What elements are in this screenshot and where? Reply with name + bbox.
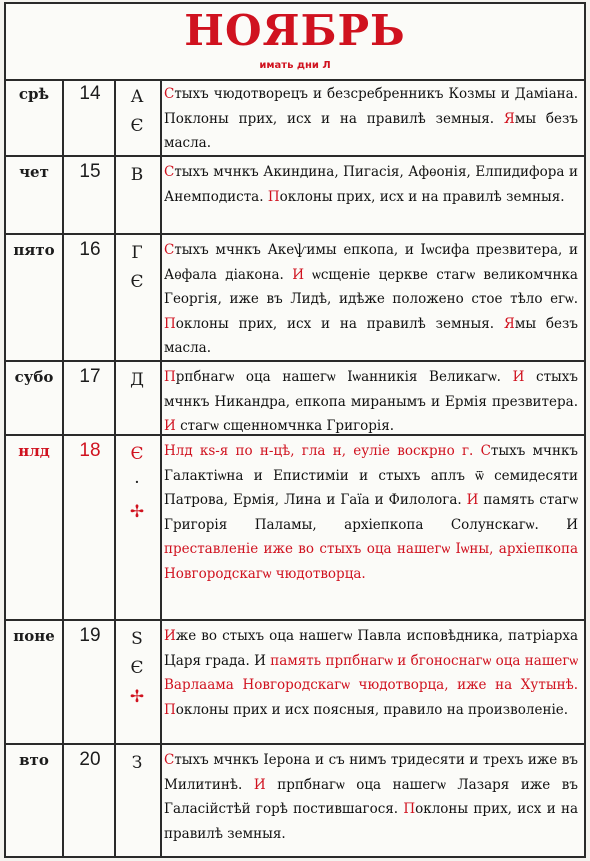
liturgical-marks	[114, 83, 160, 141]
feast-description	[164, 238, 578, 361]
weekday-label: нлд	[18, 442, 50, 460]
body-text: оклоны прих и исх поясныя, правило на произволеніе.	[175, 701, 569, 718]
liturgical-marks	[114, 625, 160, 712]
column-divider	[160, 621, 162, 743]
column-divider	[160, 79, 162, 155]
rubric-text: И	[292, 266, 304, 283]
body-text: тыхъ мчнкъ Акеѱимы епкопа, и Іѡсифа презвитера, и Аѳфала діакона.	[164, 242, 578, 283]
service-mark: Є	[130, 272, 144, 292]
body-text: тыхъ мчнкъ Акиндина, Пигасія, Афѳонія, Елпидифора и Анемподиста.	[164, 164, 578, 205]
weekday-label: срѣ	[18, 85, 50, 103]
calendar-row	[6, 436, 584, 621]
rubric-text: П	[164, 315, 176, 332]
column-divider	[160, 362, 162, 434]
rubric-text: П	[164, 369, 176, 385]
column-divider	[160, 436, 162, 619]
body-text: память стагѡ Григорія Паламы, архіепкопа Солунскагѡ.	[164, 492, 578, 533]
column-divider	[62, 436, 64, 619]
service-mark: Д	[130, 370, 144, 390]
service-mark: Є	[130, 658, 144, 678]
body-text: тыхъ чюдотворецъ и безсребренникъ Козмы и Даміана. Поклоны прих, исх и на правилѣ земныя.	[164, 86, 578, 127]
weekday-label: чет	[19, 163, 49, 181]
service-mark: Є	[130, 444, 144, 464]
rubric-text: П	[164, 701, 176, 718]
rubric-text: Я	[503, 315, 515, 332]
day-number: 14	[79, 83, 101, 104]
service-mark: ·	[134, 473, 140, 493]
body-text: ѡсщеніе церкве стагѡ великомчнка Георгія, иже въ Лидѣ, идѣже положено стое тѣло егѡ.	[164, 266, 578, 308]
service-mark: А	[130, 87, 144, 107]
service-mark: Ѕ	[131, 629, 143, 649]
feast-description	[164, 748, 578, 846]
body-text: оклоны прих, исх и на правилѣ земныя.	[279, 188, 565, 205]
weekday-label: пято	[13, 241, 55, 259]
body-text: тыхъ мчнкъ Галактіѡна и Епистиміи и стыхъ аплъ ѿ семидесяти Патрова, Ермія, Лина и Гаїа и Филолога.	[164, 443, 578, 509]
feast-description	[164, 365, 578, 439]
feast-description	[164, 82, 578, 156]
rubric-text: Нлд кѕ-я по н-цѣ, гла н, еуліе воскрно г.	[164, 443, 481, 459]
rubric-text: преставленіе иже во стыхъ оца нашегѡ Іѡны, архіепкопа Новгородскагѡ чюдотворца.	[164, 541, 578, 582]
body-text: мы безъ масла.	[164, 315, 578, 357]
service-mark: Г	[131, 243, 143, 263]
liturgical-marks	[114, 366, 160, 395]
calendar-row	[6, 79, 584, 157]
rubric-text: С	[164, 242, 175, 258]
rubric-text: П	[267, 188, 280, 205]
calendar-row	[6, 235, 584, 362]
day-number: 17	[79, 366, 101, 387]
calendar-row	[6, 621, 584, 745]
cross-icon: ✢	[129, 502, 145, 522]
rubric-text: Я	[503, 110, 515, 127]
body-text: И	[254, 652, 266, 669]
liturgical-marks	[114, 440, 160, 527]
day-number: 19	[79, 625, 101, 646]
body-text: стагѡ сщенномчнка Григорія.	[175, 418, 395, 435]
day-number: 16	[79, 239, 101, 260]
rubric-text: память прпбнагѡ и бгоноснагѡ оца нашегѡ Варлаама Новгородскагѡ чюдотворца, иже на Хутынѣ.	[164, 652, 579, 694]
rubric-text: И	[164, 418, 176, 435]
rubric-text: И	[512, 369, 525, 385]
service-mark: З	[131, 753, 143, 773]
body-text: прпбнагѡ оца нашегѡ Лазаря иже въ Галасійстѣй горѣ постившагося.	[164, 776, 578, 818]
calendar-row	[6, 157, 584, 235]
cross-icon: ✢	[129, 687, 145, 707]
feast-description	[164, 160, 578, 209]
body-text: стыхъ мчнкъ Никандра, епкопа миранымъ и Ермія презвитера.	[164, 369, 578, 410]
column-divider	[160, 745, 162, 858]
column-divider	[160, 157, 162, 233]
month-title: НОЯБРЬ	[184, 6, 406, 55]
day-number: 20	[79, 749, 101, 770]
calendar-row	[6, 745, 584, 858]
rubric-text: И	[253, 776, 266, 793]
body-text: рпбнагѡ оца нашегѡ Іѡанникія Великагѡ.	[175, 369, 513, 385]
day-number: 15	[79, 161, 101, 182]
feast-description	[164, 439, 578, 587]
weekday-label: вто	[19, 751, 49, 769]
liturgical-marks	[114, 749, 160, 778]
month-header	[6, 4, 584, 81]
body-text: оклоны прих, исх и на правилѣ земныя.	[164, 801, 579, 842]
calendar-row	[6, 362, 584, 436]
feast-description	[164, 624, 578, 722]
day-number: 18	[79, 440, 101, 461]
rubric-text: И	[164, 628, 176, 644]
service-mark: Є	[130, 116, 144, 136]
body-text: И	[566, 516, 578, 533]
service-mark: В	[130, 165, 144, 185]
calendar-sheet	[4, 2, 586, 858]
rubric-text: С	[164, 86, 175, 102]
liturgical-marks	[114, 239, 160, 297]
liturgical-marks	[114, 161, 160, 190]
rubric-text: И	[466, 492, 479, 509]
body-text: оклоны прих, исх и на правилѣ земныя.	[175, 315, 504, 332]
body-text: тыхъ мчнкъ Іерона и съ нимъ тридесяти и трехъ иже въ Милитинѣ.	[164, 752, 578, 793]
column-divider	[160, 235, 162, 360]
body-text: же во стыхъ оца нашегѡ Павла исповѣдника, патріарха Царя града.	[164, 628, 578, 669]
rubric-text: С	[480, 443, 491, 459]
weekday-label: поне	[13, 627, 55, 645]
rubric-text: П	[403, 801, 416, 818]
rubric-text: С	[164, 164, 175, 180]
days-count-note: имать дни Л	[259, 60, 331, 71]
rubric-text: С	[164, 752, 175, 768]
body-text: мы безъ масла.	[164, 110, 578, 152]
weekday-label: субо	[14, 368, 54, 386]
